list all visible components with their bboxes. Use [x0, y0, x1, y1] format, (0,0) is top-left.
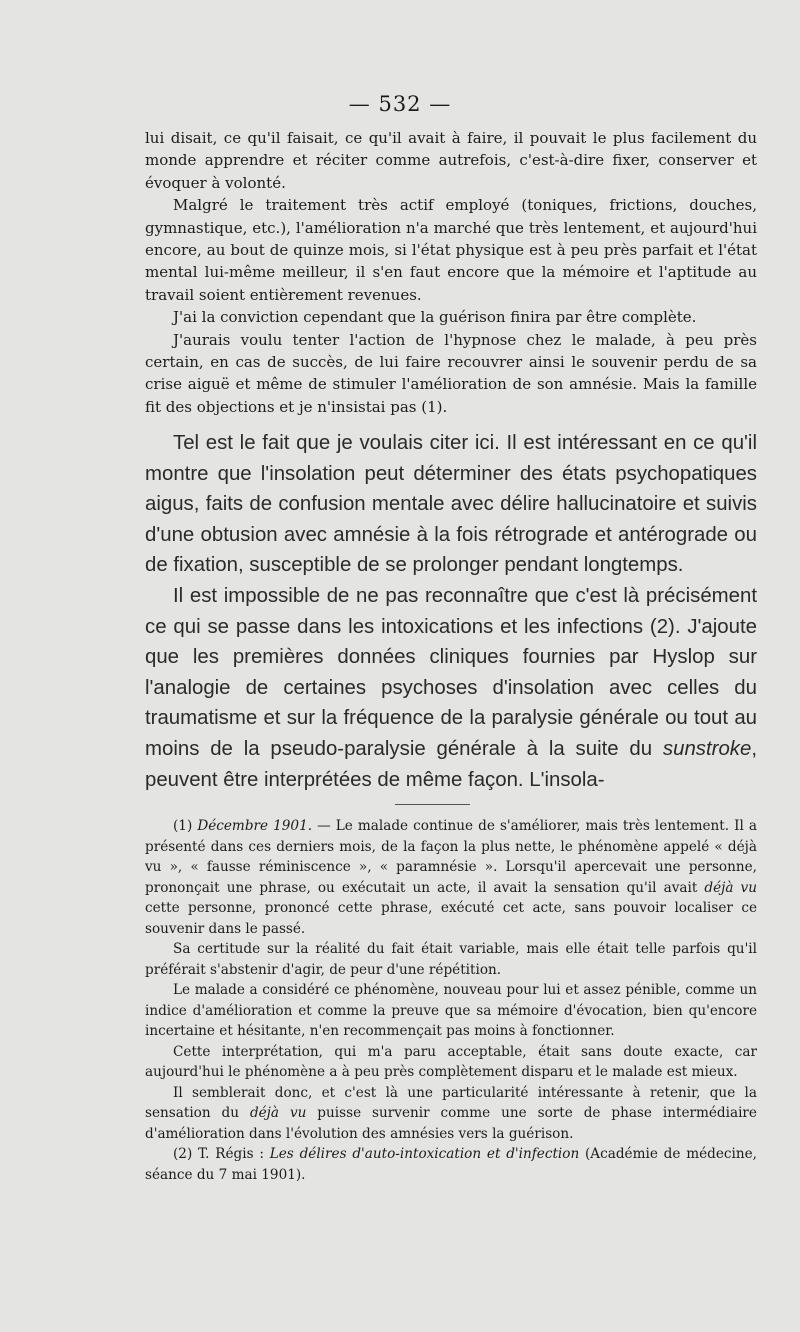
footnote-text: puisse survenir comme une sorte de phase intermédiaire d'amélioration dans l'évolution des amnésies vers la guérison.	[145, 1105, 757, 1142]
footnote-text: — Le malade continue de s'améliorer, mais très lentement. Il a présenté dans ces derniers mois, de la façon la plus nette, le phénomène appelé « déjà vu », « fausse réminiscence », « paramnésie ». Lorsqu'il apercevait une personne, prononçait une phrase, ou exécutait un acte, il avait la sensation qu'il avait	[145, 818, 757, 896]
paragraph: Malgré le traitement très actif employé (toniques, frictions, douches, gymnastique, etc.), l'amélioration n'a marché que très lentement, et aujourd'hui encore, au bout de quinze mois, si l'état physique est à peu près parfait et l'état mental lui-même meilleur, il s'en faut encore que la mémoire et l'aptitude au travail soient entièrement revenues.	[145, 196, 757, 304]
paragraph-text: , peuvent être interprétées de même façon. L'insola-	[145, 737, 757, 791]
footnote-paragraph: Sa certitude sur la réalité du fait était variable, mais elle était telle parfois qu'il préférait s'abstenir d'agir, de peur d'une répétition.	[145, 941, 757, 978]
paragraph: lui disait, ce qu'il faisait, ce qu'il avait à faire, il pouvait le plus facilement du monde apprendre et réciter comme autrefois, c'est-à-dire fixer, conserver et évoquer à volonté.	[145, 129, 757, 192]
paragraph-text: Il est impossible de ne pas reconnaître que c'est là précisément ce qui se passe dans les intoxications et les infections (2). J'ajoute que les premières données cliniques fournies par Hyslop sur l'analogie de certaines psychoses d'insolation avec celles du traumatisme et sur la fréquence de la paralysie générale ou tout au moins de la pseudo-paralysie générale à la suite du	[145, 584, 757, 760]
paragraph: J'ai la conviction cependant que la guérison finira par être complète.	[173, 308, 697, 327]
footnote-1	[145, 816, 757, 939]
italic-term: sunstroke	[662, 737, 752, 760]
footnote-text: (Académie de médecine, séance du 7 mai 1901).	[145, 1146, 757, 1183]
footnote-text: cette personne, prononcé cette phrase, exécuté cet acte, sans pouvoir localiser ce souvenir dans le passé.	[145, 900, 757, 937]
footnote-date: Décembre 1901.	[197, 818, 313, 834]
footnote-paragraph	[145, 1083, 757, 1145]
discussion-section	[145, 428, 757, 795]
paragraph	[145, 581, 757, 795]
footnote-paragraph: Cette interprétation, qui m'a paru acceptable, était sans doute exacte, car aujourd'hui le phénomène a à peu près complètement disparu et le malade est mieux.	[145, 1043, 757, 1080]
paragraph: J'aurais voulu tenter l'action de l'hypnose chez le malade, à peu près certain, en cas de succès, de lui faire recouvrer ainsi le souvenir perdu de sa crise aiguë et même de stimuler l'amélioration de son amnésie. Mais la famille fit des objections et je n'insistai pas (1).	[145, 330, 757, 416]
footnote-paragraph: Le malade a considéré ce phénomène, nouveau pour lui et assez pénible, comme un indice d'amélioration et comme la preuve que sa mémoire d'évocation, bien qu'encore incertaine et hésitante, n'en recommençait pas moins à fonctionner.	[145, 982, 757, 1039]
footnote-text: Il semblerait donc, et c'est là une particularité intéressante à retenir, que la sensation du	[145, 1084, 757, 1121]
italic-term: déjà vu	[249, 1105, 307, 1121]
footnote-2	[145, 1144, 757, 1185]
page-number: — 532 —	[348, 92, 452, 116]
footnotes	[145, 816, 757, 1185]
footnote-text: (2) T. Régis :	[173, 1146, 270, 1162]
footnote-marker: (1)	[173, 818, 198, 834]
paragraph: Tel est le fait que je voulais citer ici. Il est intéressant en ce qu'il montre que l'insolation peut déterminer des états psychopatiques aigus, faits de confusion mentale avec délire hallucinatoire et suivis d'une obtusion avec amnésie à la fois rétrograde et antérograde ou de fixation, susceptible de se prolonger pendant longtemps.	[145, 432, 757, 577]
case-report-continuation	[145, 127, 757, 418]
citation-title: Les délires d'auto-intoxication et d'infection	[269, 1146, 580, 1162]
italic-term: déjà vu	[704, 879, 757, 896]
footnote-separator	[395, 804, 470, 805]
